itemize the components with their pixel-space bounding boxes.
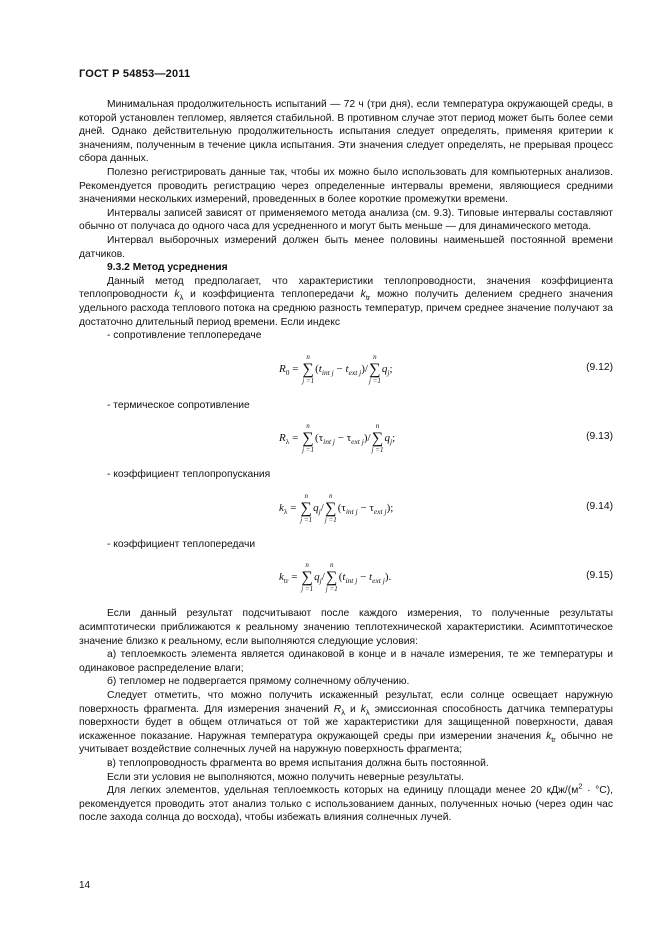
- paragraph: Если эти условия не выполняются, можно получить неверные результаты.: [107, 771, 465, 783]
- formula-9-14: $k_\lambda$ = n ∑ j =1 $q_j/$ n ∑ j =1 $(\tau_{int j} - \tau_{ext j})$; (9.14): [279, 491, 613, 524]
- condition-item: в) теплопроводность фрагмента во время испытания должна быть постоянной.: [107, 758, 489, 769]
- paragraph: Следует отметить, что можно получить искаженный результат, если солнце освещает наружную поверхность фрагмента. Для измерения значений $R_\lambda$ и $k_\lambda$ эмиссионная способность датчика температуры поверхности будет в общем отличаться от той же характеристики для защищенной поверхности, давая искаженное показание. Наружная температура окружающей среды при измерении значения $k_{tr}$ обычно не учитывает воздействие солнечных лучей на наружную поверхность фрагмента;: [79, 690, 614, 756]
- section-title: 9.3.2 Метод усреднения: [107, 262, 228, 274]
- paragraph: Если данный результат подсчитывают после каждого измерения, то полученные результаты асимптотически приближаются к реальному значению теплотехнической характеристики. Асимптотическое значение близко к реальному, если выполняются следующие условия:: [79, 608, 613, 647]
- formula-number: (9.12): [586, 361, 613, 373]
- formula-label: - коэффициент теплопередачи: [107, 538, 256, 550]
- formula-label: - коэффициент теплопропускания: [107, 469, 271, 481]
- paragraph: Полезно регистрировать данные так, чтобы их можно было использовать для компьютерных анализов. Рекомендуется проводить регистрацию через определенные интервалы времени, являющиеся средними значениями нескольких измерений, проведенных в более короткие промежутки времени.: [79, 166, 613, 206]
- document-header: ГОСТ Р 54853—2011: [79, 68, 191, 80]
- formula-9-13: $R_\lambda$ = n ∑ j =1 $(\tau_{int j} - \tau_{ext j})/$ n ∑ j =1 $q_j$; (9.13): [279, 422, 613, 455]
- condition-item: а) теплоемкость элемента является одинаковой в конце и в начале измерения, те же температуры и одинаковое распределение влаги;: [79, 649, 613, 674]
- formula-number: (9.14): [586, 500, 613, 512]
- page-body: [79, 98, 613, 825]
- page-number: 14: [79, 880, 91, 891]
- paragraph: Интервалы записей зависят от применяемого метода анализа (см. 9.3). Типовые интервалы составляют обычно от получаса до одного часа для усредненного и могут быть меньше — для динамического метода.: [79, 207, 613, 233]
- paragraph: Минимальная продолжительность испытаний — 72 ч (три дня), если температура окружающей среды, в которой установлен тепломер, является стабильной. В противном случае этот период может быть более семи дней. Однако действительную продолжительность испытания следует определять, применяя критерии к значениям, полученным в течение цикла испытания. Эти значения следует определять, не прерывая процесс сбора данных.: [79, 99, 613, 165]
- formula-9-15: $k_{tr}$ = n ∑ j =1 $q_j/$ n ∑ j =1 $(t_{int j} - t_{ext j})$. (9.15): [279, 561, 613, 594]
- formula-number: (9.15): [586, 570, 613, 582]
- formula-9-12: $R_0$ = n ∑ j =1 $(t_{int j} - t_{ext j})/$ n ∑ j =1 $q_j$; (9.12): [279, 352, 613, 385]
- method-intro: Данный метод предполагает, что характеристики теплопроводности, значения коэффициента теплопроводности $k_\lambda$ и коэффициента теплопередачи $k_{tr}$ можно получить делением среднего значения удельного расхода теплового потока на среднюю разность температур, причем среднее значение получают за достаточно длительный период времени. Если индекс: [79, 275, 613, 328]
- paragraph: Для легких элементов, удельная теплоемкость которых на единицу площади менее 20 кДж/$(м^2 \cdot ^\circ С)$, рекомендуется проводить этот анализ только с использованием данных, полученных ночью (через один час после захода солнца до восхода), чтобы избежать влияния солнечных лучей.: [79, 781, 614, 824]
- formula-label: - термическое сопротивление: [107, 399, 250, 411]
- formula-number: (9.13): [586, 431, 613, 443]
- condition-item: б) тепломер не подвергается прямому солнечному облучению.: [107, 676, 410, 688]
- paragraph: Интервал выборочных измерений должен быть менее половины наименьшей постоянной времени датчиков.: [79, 234, 613, 260]
- formula-label: - сопротивление теплопередаче: [107, 330, 262, 342]
